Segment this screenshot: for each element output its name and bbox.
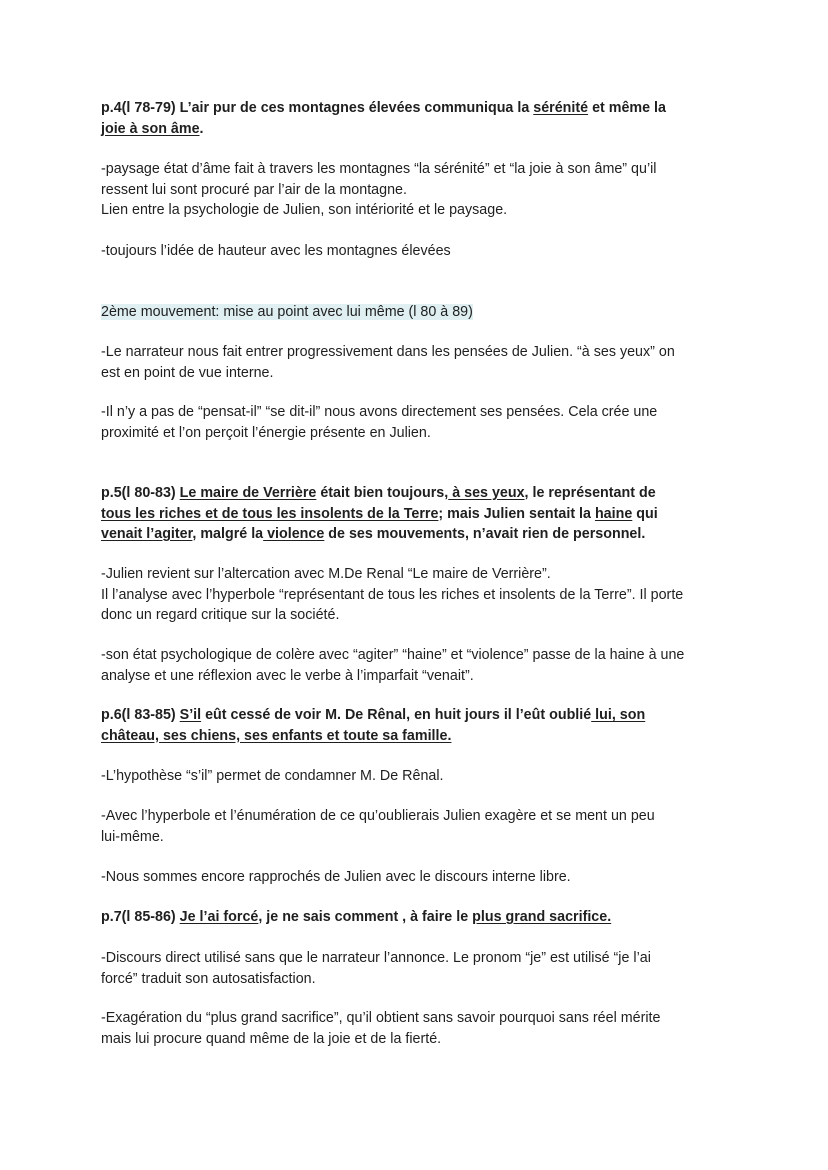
quote-heading-p4: p.4(l 78-79) L’air pur de ces montagnes élevées communiqua la sérénité et même la joie à son âme. — [101, 100, 666, 137]
quote-heading-p7: p.7(l 85-86) Je l’ai forcé, je ne sais comment , à faire le plus grand sacrifice. — [101, 909, 612, 925]
comment-paragraph: -toujours l’idée de hauteur avec les montagnes élevées — [101, 243, 451, 259]
comment-paragraph: -Discours direct utilisé sans que le narrateur l’annonce. Le pronom “je” est utilisé “je l’ai forcé” traduit son autosatisfaction. — [101, 950, 651, 987]
comment-paragraph: -Avec l’hyperbole et l’énumération de ce qu’oublierais Julien exagère et se ment un peu lui-même. — [101, 808, 655, 845]
section-heading-movement-2: 2ème mouvement: mise au point avec lui même (l 80 à 89) — [101, 304, 473, 320]
comment-paragraph: -Il n’y a pas de “pensat-il” “se dit-il” nous avons directement ses pensées. Cela crée une proximité et l’on perçoit l’énergie présente en Julien. — [101, 404, 658, 441]
comment-paragraph: -L’hypothèse “s’il” permet de condamner M. De Rênal. — [101, 768, 444, 784]
comment-paragraph: -Le narrateur nous fait entrer progressivement dans les pensées de Julien. “à ses yeux” on est en point de vue interne. — [101, 344, 675, 381]
quote-ref: p.5(l 80-83) — [101, 485, 180, 501]
quote-heading-p6: p.6(l 83-85) S’il eût cessé de voir M. De Rênal, en huit jours il l’eût oublié lui, son château, ses chiens, ses enfants et toute sa famille. — [101, 707, 646, 744]
comment-paragraph: -paysage état d’âme fait à travers les montagnes “la sérénité” et “la joie à son âme” qu’il ressent lui sont procuré par l’air de la montagne. Lien entre la psychologie de Julien, son intériorité et le paysage. — [101, 161, 657, 218]
comment-paragraph: -son état psychologique de colère avec “agiter” “haine” et “violence” passe de la haine à une analyse et une réflexion avec le verbe à l’imparfait “venait”. — [101, 647, 685, 684]
quote-ref: p.4(l 78-79) — [101, 100, 180, 116]
quote-ref: p.7(l 85-86) — [101, 909, 180, 925]
comment-paragraph: -Nous sommes encore rapprochés de Julien avec le discours interne libre. — [101, 869, 571, 885]
comment-paragraph: -Exagération du “plus grand sacrifice”, qu’il obtient sans savoir pourquoi sans réel mérite mais lui procure quand même de la joie et de la fierté. — [101, 1010, 661, 1047]
quote-ref: p.6(l 83-85) — [101, 707, 180, 723]
quote-heading-p5: p.5(l 80-83) Le maire de Verrière était bien toujours, à ses yeux, le représentant de tous les riches et de tous les insolents de la Terre; mais Julien sentait la haine qui venait l’agiter, malgré la violence de ses mouvements, n’avait rien de personnel. — [101, 485, 658, 542]
comment-paragraph: -Julien revient sur l’altercation avec M.De Renal “Le maire de Verrière”. Il l’analyse avec l’hyperbole “représentant de tous les riches et insolents de la Terre”. Il porte donc un regard critique sur la société. — [101, 566, 684, 623]
